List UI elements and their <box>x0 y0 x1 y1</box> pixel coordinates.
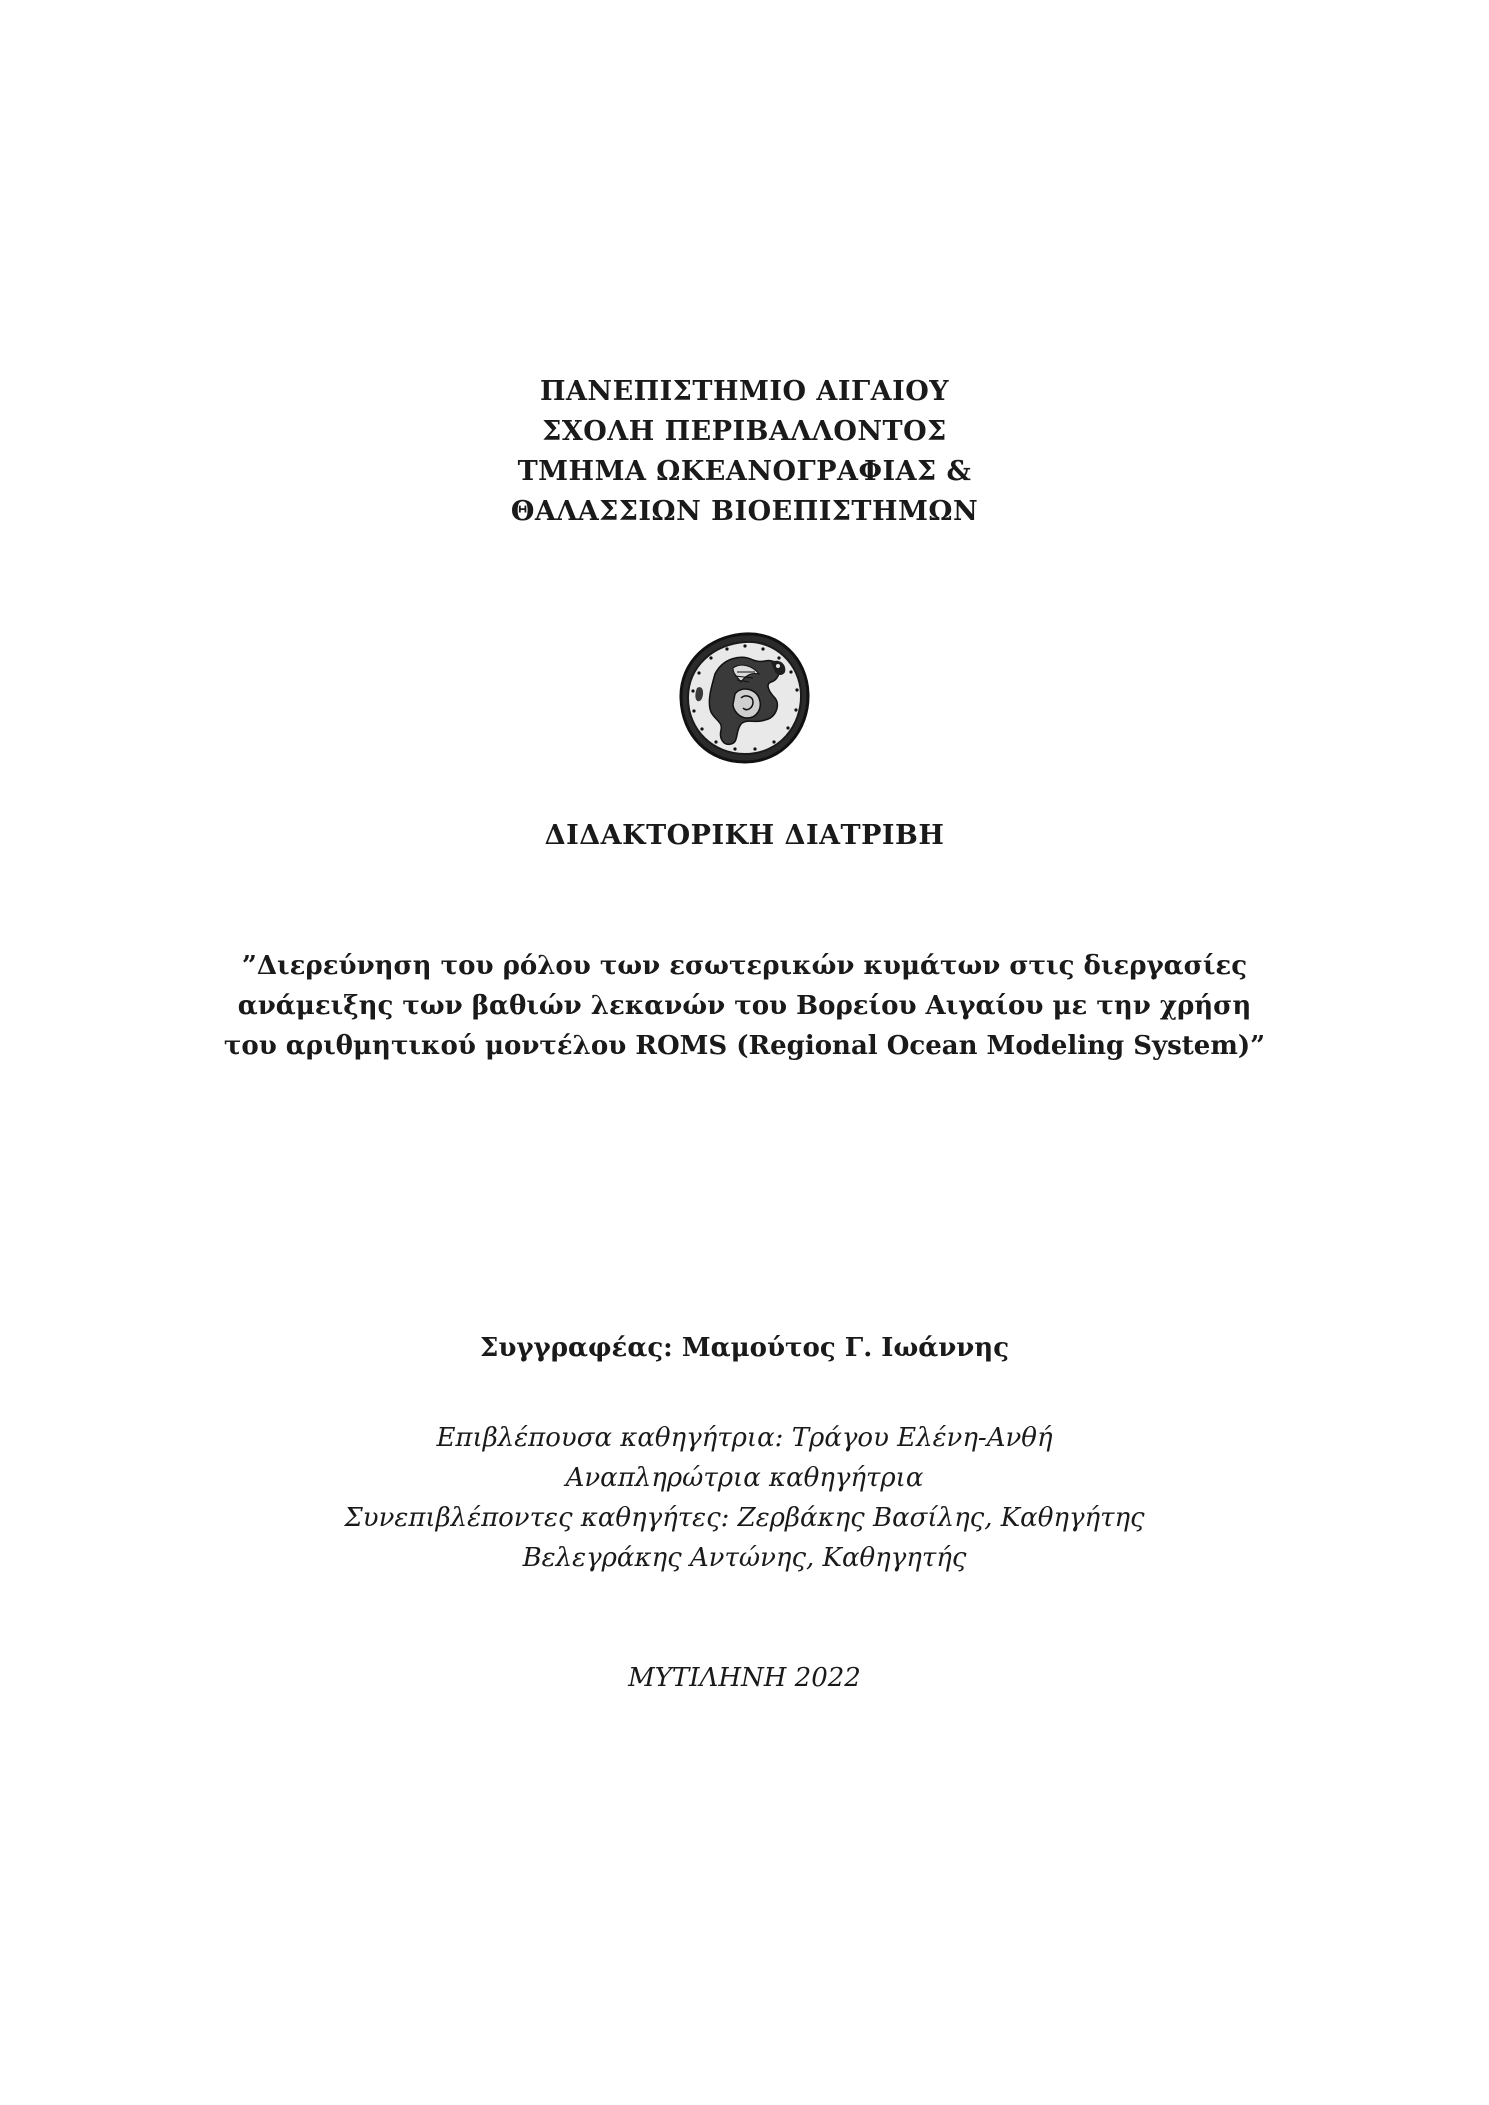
place-year: ΜΥΤΙΛΗΝΗ 2022 <box>628 1663 861 1693</box>
thesis-title <box>0 946 1489 1066</box>
university-name: ΠΑΝΕΠΙΣΤΗΜΙΟ ΑΙΓΑΙΟΥ <box>539 376 950 407</box>
thesis-title-line-1: ”Διερεύνηση του ρόλου των εσωτερικών κυμάτων στις διεργασίες <box>241 951 1248 981</box>
supervisor-line-4: Βελεγράκης Αντώνης, Καθηγητής <box>522 1543 967 1573</box>
supervisors <box>0 1418 1489 1578</box>
supervisor-line-3: Συνεπιβλέποντες καθηγήτες: Ζερβάκης Βασίλης, Καθηγήτης <box>344 1503 1145 1533</box>
university-coin-logo-icon <box>675 628 815 768</box>
document-type: ΔΙΔΑΚΤΟΡΙΚΗ ΔΙΑΤΡΙΒΗ <box>544 820 945 851</box>
department-name-line-1: ΤΜΗΜΑ ΩΚΕΑΝΟΓΡΑΦΙΑΣ & <box>517 456 972 487</box>
supervisor-line-2: Αναπληρώτρια καθηγήτρια <box>565 1463 924 1493</box>
logo-container <box>0 628 1489 772</box>
thesis-title-line-3: του αριθμητικού μοντέλου ROMS (Regional Ocean Modeling System)” <box>223 1031 1266 1061</box>
department-name-line-2: ΘΑΛΑΣΣΙΩΝ ΒΙΟΕΠΙΣΤΗΜΩΝ <box>510 496 979 527</box>
thesis-title-line-2: ανάμειξης των βαθιών λεκανών του Βορείου Αιγαίου με την χρήση <box>237 991 1252 1021</box>
author: Συγγραφέας: Μαμούτος Γ. Ιωάννης <box>479 1333 1010 1363</box>
university-header <box>0 372 1489 532</box>
school-name: ΣΧΟΛΗ ΠΕΡΙΒΑΛΛΟΝΤΟΣ <box>542 416 947 447</box>
supervisor-line-1: Επιβλέπουσα καθηγήτρια: Τράγου Ελένη-Ανθή <box>436 1423 1053 1453</box>
